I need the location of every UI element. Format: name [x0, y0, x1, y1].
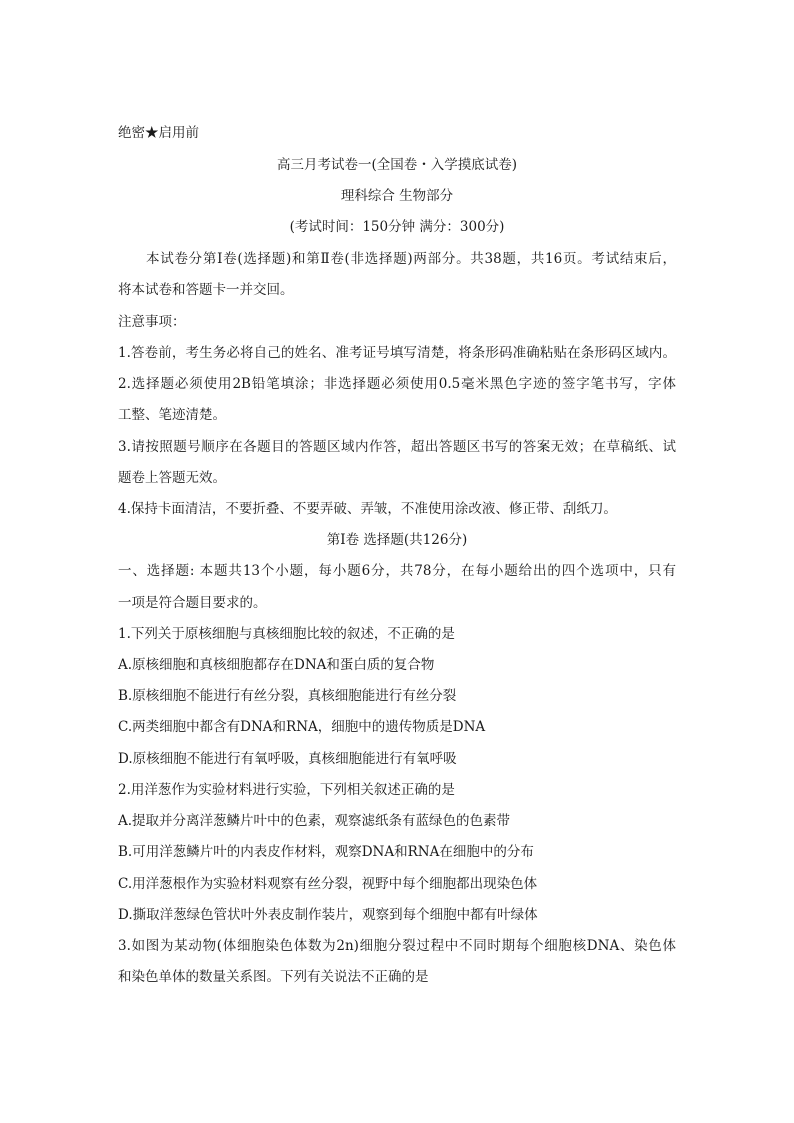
notice-item-4: 4.保持卡面清洁，不要折叠、不要弄破、弄皱，不准使用涂改液、修正带、刮纸刀。: [118, 501, 617, 517]
question-1-stem: 1.下列关于原核细胞与真核细胞比较的叙述，不正确的是: [118, 626, 455, 642]
notice-item-3-line-2: 题卷上答题无效。: [118, 470, 226, 486]
intro-line-2: 将本试卷和答题卡一并交回。: [118, 282, 294, 298]
question-2-stem: 2.用洋葱作为实验材料进行实验，下列相关叙述正确的是: [118, 782, 455, 798]
question-1-option-c: C.两类细胞中都含有DNA和RNA，细胞中的遗传物质是DNA: [118, 719, 486, 735]
question-2-option-b: B.可用洋葱鳞片叶的内表皮作材料，观察DNA和RNA在细胞中的分布: [118, 844, 534, 860]
subject-title: 理科综合 生物部分: [340, 188, 454, 204]
notice-item-1: 1.答卷前，考生务必将自己的姓名、准考证号填写清楚，将条形码准确粘贴在条形码区域内。: [118, 345, 676, 361]
notice-heading: 注意事项：: [118, 314, 186, 330]
question-2-option-a: A.提取并分离洋葱鳞片叶中的色素，观察滤纸条有蓝绿色的色素带: [118, 813, 511, 829]
question-3-stem-line-1: 3.如图为某动物(体细胞染色体数为2n)细胞分裂过程中不同时期每个细胞核DNA、染色体: [118, 938, 676, 954]
notice-item-3-line-1: 3.请按照题号顺序在各题目的答题区域内作答，超出答题区书写的答案无效；在草稿纸、试: [118, 439, 676, 455]
notice-item-2-line-1: 2.选择题必须使用2B铅笔填涂；非选择题必须使用0.5毫米黑色字迹的签字笔书写，字体: [118, 376, 676, 392]
exam-title: 高三月考试卷一(全国卷・入学摸底试卷): [276, 157, 518, 173]
intro-line-1: 本试卷分第Ⅰ卷(选择题)和第Ⅱ卷(非选择题)两部分。共38题，共16页。考试结束后，: [146, 251, 676, 267]
question-1-option-b: B.原核细胞不能进行有丝分裂，真核细胞能进行有丝分裂: [118, 688, 457, 704]
question-3-stem-line-2: 和染色单体的数量关系图。下列有关说法不正确的是: [118, 969, 429, 985]
question-2-option-d: D.撕取洋葱绿色管状叶外表皮制作装片，观察到每个细胞中都有叶绿体: [118, 907, 538, 923]
question-2-option-c: C.用洋葱根作为实验材料观察有丝分裂，视野中每个细胞都出现染色体: [118, 876, 538, 892]
secret-label: 绝密★启用前: [118, 125, 199, 141]
section-1-title: 第Ⅰ卷 选择题(共126分): [326, 532, 468, 548]
question-1-option-a: A.原核细胞和真核细胞都存在DNA和蛋白质的复合物: [118, 657, 435, 673]
section-1-instruction-line-1: 一、选择题: 本题共13个小题，每小题6分，共78分，在每小题给出的四个选项中，只有: [118, 563, 676, 579]
section-1-instruction-line-2: 一项是符合题目要求的。: [118, 595, 267, 611]
exam-info: (考试时间：150分钟 满分：300分): [289, 219, 505, 235]
notice-item-2-line-2: 工整、笔迹清楚。: [118, 407, 226, 423]
question-1-option-d: D.原核细胞不能进行有氧呼吸，真核细胞能进行有氧呼吸: [118, 751, 457, 767]
